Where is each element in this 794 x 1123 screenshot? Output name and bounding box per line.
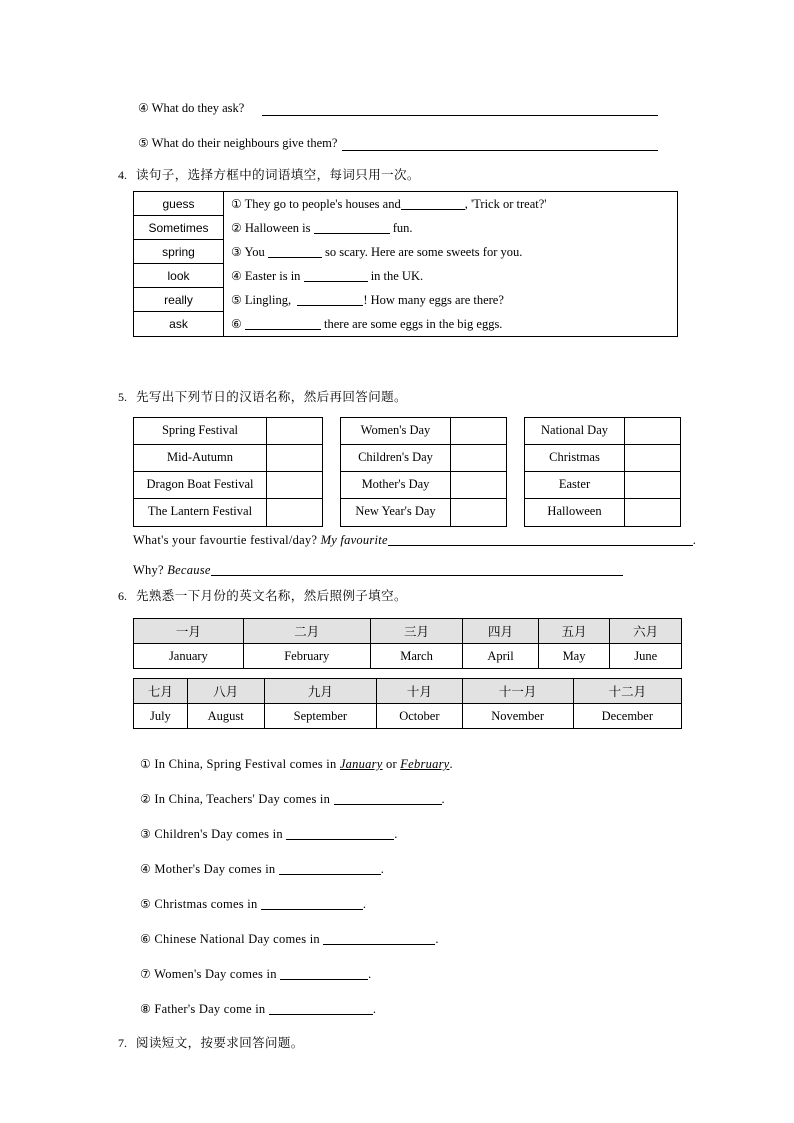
festival-name: Children's Day xyxy=(341,445,451,472)
exercise-5-heading xyxy=(118,387,407,405)
answer-blank[interactable] xyxy=(401,198,465,210)
favourite-question-label: What's your favourtie festival/day? xyxy=(133,533,318,547)
month-sentence-1 xyxy=(140,757,453,772)
festival-answer-cell[interactable] xyxy=(625,472,680,499)
answer-blank[interactable] xyxy=(297,294,363,306)
favourite-question xyxy=(133,533,696,548)
festival-answer-cell[interactable] xyxy=(267,445,322,472)
sentence-post: in the UK. xyxy=(370,269,424,283)
month-en-cell: February xyxy=(243,644,370,669)
month-cn-cell: 十月 xyxy=(377,679,462,704)
answer-blank[interactable] xyxy=(286,827,394,840)
item-marker: ① xyxy=(231,197,242,211)
sentence-answer: January xyxy=(339,757,383,771)
festival-answer-cell[interactable] xyxy=(451,499,506,526)
festival-name: The Lantern Festival xyxy=(134,499,267,526)
table-row xyxy=(525,445,680,472)
festival-name: Women's Day xyxy=(341,418,451,445)
table-row xyxy=(134,288,677,312)
festival-table-2 xyxy=(340,417,507,527)
exercise-number: 6. xyxy=(118,589,127,603)
fill-sentence xyxy=(224,192,677,216)
answer-blank[interactable] xyxy=(304,270,368,282)
exercise-number: 4. xyxy=(118,168,127,182)
table-row xyxy=(134,192,677,216)
month-sentence-2 xyxy=(140,792,445,807)
festival-answer-cell[interactable] xyxy=(451,418,506,445)
sentence-mid: or xyxy=(385,757,397,771)
month-sentence-4 xyxy=(140,862,384,877)
table-row xyxy=(134,264,677,288)
item-marker: ① xyxy=(140,757,152,771)
table-row xyxy=(134,312,677,336)
exercise-7-heading xyxy=(118,1033,304,1051)
table-row xyxy=(134,240,677,264)
table-row xyxy=(134,644,682,669)
sentence-answer: February xyxy=(400,757,450,771)
table-row xyxy=(134,472,322,499)
fill-sentence xyxy=(224,240,677,264)
answer-blank[interactable] xyxy=(280,967,368,980)
table-row xyxy=(341,418,506,445)
answer-rule xyxy=(262,115,658,116)
sentence-post: . xyxy=(372,1002,377,1016)
table-row xyxy=(525,499,680,526)
month-en-cell: September xyxy=(264,704,377,729)
festival-name: Christmas xyxy=(525,445,625,472)
table-row xyxy=(134,619,682,644)
sentence-post: . xyxy=(368,967,372,981)
month-sentence-6 xyxy=(140,932,439,947)
exercise-instruction: 读句子，选择方框中的词语填空，每词只用一次。 xyxy=(136,167,420,182)
month-en-cell: June xyxy=(610,644,682,669)
item-marker: ④ xyxy=(138,101,149,115)
question-text: What do they ask? xyxy=(151,101,245,115)
table-row xyxy=(525,418,680,445)
month-en-cell: April xyxy=(463,644,538,669)
item-marker: ⑦ xyxy=(140,967,152,981)
sentence-pre: Christmas comes in xyxy=(154,897,258,911)
answer-blank[interactable] xyxy=(245,318,321,330)
month-sentence-7 xyxy=(140,967,371,982)
festival-answer-cell[interactable] xyxy=(451,445,506,472)
answer-blank[interactable] xyxy=(268,246,322,258)
answer-blank[interactable] xyxy=(314,222,390,234)
exercise-number: 5. xyxy=(118,390,127,404)
answer-blank[interactable] xyxy=(323,932,435,945)
favourite-answer-stem: My favourite xyxy=(320,533,388,547)
table-row xyxy=(341,472,506,499)
sentence-pre: You xyxy=(244,245,265,259)
month-sentence-5 xyxy=(140,897,366,912)
sentence-post: there are some eggs in the big eggs. xyxy=(324,317,503,331)
answer-blank[interactable] xyxy=(279,862,381,875)
festival-table-3 xyxy=(524,417,681,527)
table-row xyxy=(134,216,677,240)
word-bank-item[interactable]: spring xyxy=(134,240,224,264)
favourite-question-end: . xyxy=(692,533,697,547)
exercise-6-heading xyxy=(118,586,407,604)
sentence-post: . xyxy=(449,757,453,771)
months-table-first-half xyxy=(133,618,682,669)
table-row xyxy=(134,679,682,704)
sentence-pre: Children's Day comes in xyxy=(154,827,283,841)
question-text: What do their neighbours give them? xyxy=(151,136,338,150)
word-bank-item[interactable]: Sometimes xyxy=(134,216,224,240)
item-marker: ⑤ xyxy=(140,897,152,911)
answer-blank[interactable] xyxy=(334,792,442,805)
month-cn-cell: 二月 xyxy=(243,619,370,644)
festival-name: Mother's Day xyxy=(341,472,451,499)
item-marker: ⑥ xyxy=(140,932,152,946)
month-cn-cell: 七月 xyxy=(134,679,188,704)
sentence-post: . xyxy=(441,792,445,806)
table-row xyxy=(134,704,682,729)
table-row xyxy=(341,499,506,526)
festival-answer-cell[interactable] xyxy=(625,499,680,526)
festival-answer-cell[interactable] xyxy=(267,472,322,499)
festival-name: National Day xyxy=(525,418,625,445)
sentence-pre: In China, Spring Festival comes in xyxy=(154,757,337,771)
answer-rule xyxy=(342,150,658,151)
fill-sentence xyxy=(224,264,677,288)
sentence-post: so scary. Here are some sweets for you. xyxy=(324,245,523,259)
sentence-post: . xyxy=(362,897,367,911)
festival-name: Easter xyxy=(525,472,625,499)
month-en-cell: December xyxy=(573,704,681,729)
fill-sentence xyxy=(224,288,677,312)
sentence-post: ! How many eggs are there? xyxy=(363,293,504,307)
carryover-question-5 xyxy=(138,136,337,151)
word-bank-item[interactable]: really xyxy=(134,288,224,312)
answer-blank[interactable] xyxy=(261,897,363,910)
month-sentence-3 xyxy=(140,827,398,842)
month-cn-cell: 十一月 xyxy=(462,679,573,704)
month-en-cell: October xyxy=(377,704,462,729)
item-marker: ⑤ xyxy=(231,293,242,307)
sentence-pre: Halloween is xyxy=(244,221,311,235)
month-en-cell: July xyxy=(134,704,188,729)
exercise-instruction: 先熟悉一下月份的英文名称，然后照例子填空。 xyxy=(136,588,407,603)
month-cn-cell: 十二月 xyxy=(573,679,681,704)
item-marker: ② xyxy=(140,792,152,806)
month-en-cell: March xyxy=(370,644,463,669)
sentence-post: . xyxy=(380,862,385,876)
festival-answer-cell[interactable] xyxy=(451,472,506,499)
word-bank-item[interactable]: guess xyxy=(134,192,224,216)
item-marker: ⑥ xyxy=(231,317,242,331)
item-marker: ③ xyxy=(231,245,242,259)
festival-answer-cell[interactable] xyxy=(625,418,680,445)
month-cn-cell: 六月 xyxy=(610,619,682,644)
month-cn-cell: 八月 xyxy=(187,679,264,704)
sentence-post: , 'Trick or treat?' xyxy=(464,197,547,211)
word-bank-item[interactable]: look xyxy=(134,264,224,288)
table-row xyxy=(134,445,322,472)
month-cn-cell: 九月 xyxy=(264,679,377,704)
word-bank-item[interactable]: ask xyxy=(134,312,224,336)
sentence-pre: They go to people's houses and xyxy=(244,197,401,211)
sentence-pre: Lingling, xyxy=(244,293,292,307)
month-en-cell: August xyxy=(187,704,264,729)
table-row xyxy=(134,418,322,445)
exercise-number: 7. xyxy=(118,1036,127,1050)
festival-table-1 xyxy=(133,417,323,527)
sentence-pre: Easter is in xyxy=(244,269,301,283)
carryover-question-4 xyxy=(138,101,244,116)
month-en-cell: November xyxy=(462,704,573,729)
month-cn-cell: 三月 xyxy=(370,619,463,644)
answer-blank[interactable] xyxy=(388,533,693,546)
month-cn-cell: 五月 xyxy=(538,619,610,644)
sentence-pre: In China, Teachers' Day comes in xyxy=(154,792,331,806)
months-table-second-half xyxy=(133,678,682,729)
sentence-post: fun. xyxy=(392,221,413,235)
sentence-pre: Mother's Day comes in xyxy=(154,862,276,876)
answer-blank[interactable] xyxy=(211,563,623,576)
table-row xyxy=(341,445,506,472)
table-row xyxy=(525,472,680,499)
festival-name: Spring Festival xyxy=(134,418,267,445)
answer-blank[interactable] xyxy=(269,1002,373,1015)
festival-name: Mid-Autumn xyxy=(134,445,267,472)
exercise-4-heading xyxy=(118,165,420,183)
festival-answer-cell[interactable] xyxy=(267,418,322,445)
sentence-pre: Women's Day comes in xyxy=(154,967,277,981)
sentence-post: . xyxy=(394,827,398,841)
fill-sentence xyxy=(224,216,677,240)
exercise-instruction: 先写出下列节日的汉语名称，然后再回答问题。 xyxy=(136,389,407,404)
why-answer-stem: Because xyxy=(167,563,211,577)
why-question-label: Why? xyxy=(133,563,164,577)
item-marker: ④ xyxy=(140,862,152,876)
month-cn-cell: 一月 xyxy=(134,619,244,644)
table-row xyxy=(134,499,322,526)
sentence-post: . xyxy=(435,932,439,946)
month-cn-cell: 四月 xyxy=(463,619,538,644)
item-marker: ⑤ xyxy=(138,136,149,150)
month-en-cell: May xyxy=(538,644,610,669)
festival-answer-cell[interactable] xyxy=(267,499,322,526)
festival-name: Halloween xyxy=(525,499,625,526)
month-sentence-8 xyxy=(140,1002,376,1017)
sentence-pre: Father's Day come in xyxy=(154,1002,266,1016)
why-question xyxy=(133,563,623,578)
sentence-pre: Chinese National Day comes in xyxy=(154,932,320,946)
item-marker: ③ xyxy=(140,827,152,841)
exercise-instruction: 阅读短文，按要求回答问题。 xyxy=(136,1035,304,1050)
festival-name: Dragon Boat Festival xyxy=(134,472,267,499)
item-marker: ⑧ xyxy=(140,1002,152,1016)
item-marker: ② xyxy=(231,221,242,235)
fill-sentence xyxy=(224,312,677,336)
festival-answer-cell[interactable] xyxy=(625,445,680,472)
word-bank-table xyxy=(133,191,678,337)
item-marker: ④ xyxy=(231,269,242,283)
festival-name: New Year's Day xyxy=(341,499,451,526)
month-en-cell: January xyxy=(134,644,244,669)
